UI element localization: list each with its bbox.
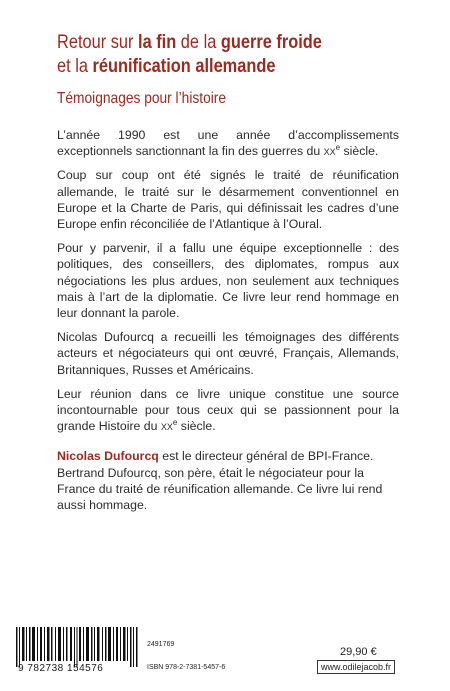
- book-subtitle: Témoignages pour l’histoire: [57, 90, 227, 107]
- paragraph-3: Pour y parvenir, il a fallu une équipe exceptionnelle : des politiques, des conseillers, des diplomates, rompus aux négociations les plus ardues, non seulement aux techniques mais à l’art de la diplomatie. Ce livre leur rend hommage en leur donnant la parole.: [57, 241, 399, 321]
- title-line-1: Retour sur la fin de la guerre froide: [57, 31, 322, 53]
- price: 29,90 €: [340, 646, 377, 658]
- paragraph-5: Leur réunion dans ce livre unique constitue une source incontournable pour tous ceux qui se passionnent pour la grande Histoire du $xx^e$ siècle.: [57, 386, 399, 434]
- book-title: [57, 30, 359, 78]
- product-code: 2491769: [147, 641, 175, 648]
- blurb: [57, 127, 399, 521]
- barcode-number: 9 782738 154576: [18, 663, 104, 674]
- paragraph-1: L’année 1990 est une année d’accomplissements exceptionnels sanctionnant la fin des guerres du $xx^e$ siècle.: [57, 128, 399, 159]
- paragraph-author: Nicolas Dufourcq est le directeur général de BPI-France. Bertrand Dufourcq, son père, était le négociateur pour la France du traité de réunification allemande. Ce livre lui rend aussi hommage.: [57, 449, 383, 513]
- paragraph-2: Coup sur coup ont été signés le traité de réunification allemande, le traité sur le désarmement conventionnel en Europe et la Charte de Paris, qui définissait les cadres d’une Europe enfin réconciliée de l’Atlantique à l’Oural.: [57, 168, 399, 232]
- author-name: Nicolas Dufourcq: [57, 449, 159, 464]
- title-line-2: et la réunification allemande: [57, 55, 276, 77]
- isbn: ISBN 978-2-7381-5457-6: [147, 664, 226, 671]
- publisher-website: www.odilejacob.fr: [317, 660, 395, 674]
- paragraph-4: Nicolas Dufourcq a recueilli les témoignages des différents acteurs et négociateurs qui ont œuvré, Français, Allemands, Britanniques, Russes et Américains.: [57, 330, 399, 377]
